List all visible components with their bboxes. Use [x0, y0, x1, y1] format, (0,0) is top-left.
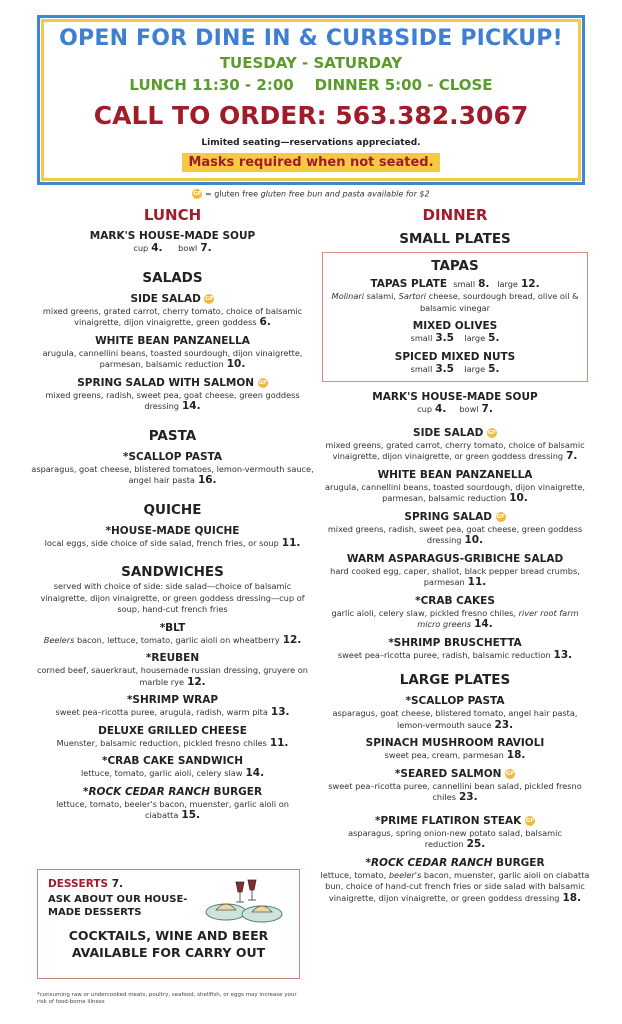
price: 12.	[187, 675, 206, 688]
item-desc: sweet pea–ricotta puree, arugula, radish, warm pita	[55, 707, 268, 717]
item-prices	[30, 243, 315, 255]
sandwiches-heading: SANDWICHES	[121, 564, 224, 580]
price: 11.	[269, 736, 289, 749]
price: 14.	[474, 618, 493, 630]
price: 14.	[245, 767, 265, 779]
menu-item	[320, 552, 590, 589]
item-name: *SCALLOP PASTA	[122, 450, 223, 463]
price: 7.	[481, 403, 493, 415]
item-desc: sweet pea–ricotta puree, cannellini bean salad, pickled fresno chiles	[328, 780, 582, 802]
price: 16.	[197, 474, 217, 486]
price: 23.	[458, 791, 478, 803]
item-desc: lettuce, tomato, beeler's bacon, muenster, garlic aioli on ciabatta	[56, 798, 289, 820]
price: 10.	[464, 534, 484, 546]
masks-note: Masks required when not seated.	[182, 153, 439, 172]
item-name: *CRAB CAKE SANDWICH	[101, 755, 244, 767]
banner-title: OPEN FOR DINE IN & CURBSIDE PICKUP!	[59, 26, 563, 51]
gluten-free-text: = gluten free	[204, 189, 261, 199]
item-desc: arugula, cannellini beans, toasted sourdough, dijon vinaigrette, parmesan, balsamic reduction	[324, 481, 586, 503]
item-desc: asparagus, spring onion-new potato salad, balsamic reduction	[348, 827, 562, 849]
price: 12.	[520, 278, 540, 290]
price: 5.	[488, 332, 500, 344]
price: 10.	[509, 492, 528, 504]
price: 11.	[467, 576, 487, 588]
item-name: MARK'S HOUSE-MADE SOUP	[89, 230, 256, 242]
item-desc: Muenster, balsamic reduction, pickled fresno chiles	[56, 737, 267, 748]
item-name: SPRING SALAD WITH SALMON	[77, 376, 255, 389]
sandwiches-note: served with choice of side: side salad—choice of balsamic vinaigrette, dijon vinaigrette, or green goddess dressing—cup of soup, hand-cut french fries	[40, 581, 305, 614]
price: 25.	[466, 838, 486, 850]
item-name: MIXED OLIVES	[412, 320, 498, 332]
menu-item	[320, 814, 590, 851]
item-desc-italic: river root farm micro greens	[417, 607, 579, 629]
menu-item	[30, 651, 315, 688]
item-star: *	[365, 856, 371, 869]
size-label: small	[453, 279, 476, 289]
item-desc: bacon, muenster, garlic aioli on ciabatta bun, choice of hand-cut french fries or side salad with balsamic vinaigrette, dijon vinaigrette, or green goddess dressing	[325, 869, 590, 903]
banner-days: TUESDAY - SATURDAY	[219, 54, 403, 72]
item-name: *HOUSE-MADE QUICHE	[105, 524, 240, 537]
menu-item	[30, 334, 315, 371]
size-label: large	[497, 279, 518, 289]
price: 18.	[562, 891, 582, 904]
menu-item	[30, 621, 315, 647]
gluten-free-icon: GF	[258, 379, 267, 386]
size-label: bowl	[178, 243, 198, 253]
size-label: small	[410, 333, 433, 343]
item-name: *PRIME FLATIRON STEAK	[375, 814, 522, 827]
hours-banner	[37, 15, 585, 185]
tapas-box	[322, 252, 588, 382]
price: 5.	[488, 362, 500, 375]
banner-hours: LUNCH 11:30 - 2:00 DINNER 5:00 - CLOSE	[129, 76, 493, 94]
price: 7.	[566, 450, 578, 462]
call-to-order: CALL TO ORDER: 563.382.3067	[93, 101, 529, 130]
large-plates-heading: LARGE PLATES	[399, 672, 511, 688]
item-desc: lettuce, tomato,	[320, 869, 389, 880]
item-star: *	[82, 785, 89, 798]
item-name-italic: ROCK CEDAR RANCH	[88, 785, 210, 798]
size-label: small	[410, 363, 433, 374]
price: 18.	[506, 749, 526, 761]
item-desc: asparagus, goat cheese, blistered tomatoes, lemon-vermouth sauce, angel hair pasta	[31, 463, 314, 485]
price: 4.	[151, 242, 163, 254]
size-label: cup	[133, 243, 149, 253]
desserts-box	[37, 869, 300, 979]
price: 15.	[181, 809, 201, 821]
item-name: *SCALLOP PASTA	[405, 695, 505, 707]
item-desc-italic: Beelers	[43, 634, 75, 645]
menu-item	[30, 754, 315, 780]
menu-item	[320, 736, 590, 762]
desserts-price: 7.	[111, 878, 124, 890]
size-label: large	[464, 363, 486, 374]
gluten-free-icon: GF	[496, 513, 505, 520]
item-desc: lettuce, tomato, garlic aioli, celery slaw	[80, 768, 243, 778]
item-name: SPICED MIXED NUTS	[394, 350, 516, 363]
item-desc-italic: beeler's	[388, 869, 422, 880]
gluten-free-note	[0, 189, 622, 199]
item-desc: bacon, lettuce, tomato, garlic aioli on wheatberry	[74, 634, 280, 645]
menu-item	[329, 350, 581, 376]
item-name: *CRAB CAKES	[415, 594, 495, 607]
menu-item	[30, 724, 315, 750]
gluten-free-icon: GF	[487, 429, 497, 436]
price: 3.5	[435, 332, 454, 344]
item-name: SIDE SALAD	[130, 292, 201, 305]
menu-item	[30, 292, 315, 329]
price: 23.	[494, 718, 514, 731]
small-plates-heading: SMALL PLATES	[399, 231, 511, 247]
item-name: *SHRIMP WRAP	[126, 694, 219, 706]
seating-note: Limited seating—reservations appreciated.	[201, 138, 421, 148]
item-desc: asparagus, goat cheese, blistered tomato, angel hair pasta, lemon-vermouth sauce	[332, 708, 578, 730]
item-desc: garlic aioli, celery slaw, pickled fresno chiles,	[331, 607, 519, 618]
desserts-label: DESSERTS	[48, 878, 109, 890]
size-label: bowl	[459, 404, 479, 414]
price: 13.	[553, 648, 573, 661]
menu-item	[320, 856, 590, 905]
item-name: SIDE SALAD	[413, 426, 484, 439]
item-name: *BLT	[159, 621, 186, 634]
item-name: *SHRIMP BRUSCHETTA	[388, 636, 522, 649]
menu-item	[320, 594, 590, 631]
salads-heading: SALADS	[142, 269, 203, 286]
item-name: SPINACH MUSHROOM RAVIOLI	[365, 737, 545, 749]
item-name: WARM ASPARAGUS-GRIBICHE SALAD	[346, 552, 564, 565]
price: 11.	[281, 536, 301, 549]
item-desc: sweet pea–ricotta puree, radish, balsamic reduction	[337, 649, 551, 660]
item-name: *SEARED SALMON	[394, 767, 502, 780]
item-desc: corned beef, sauerkraut, housemade russian dressing, gruyere on marble rye	[37, 665, 308, 687]
item-desc: cheese, sourdough bread, olive oil & balsamic vinegar	[419, 291, 579, 313]
menu-item	[320, 468, 590, 505]
gluten-free-icon: GF	[525, 817, 535, 824]
item-desc: sweet pea, cream, parmesan	[384, 750, 504, 760]
item-name: TAPAS PLATE	[370, 278, 448, 290]
footnote: *consuming raw or undercooked meats, poultry, seafood, shellfish, or eggs may increase your risk of food-borne illness	[37, 992, 297, 1005]
item-desc: local eggs, side choice of side salad, french fries, or soup	[44, 537, 279, 548]
price: 12.	[282, 633, 302, 646]
lunch-column	[30, 206, 315, 822]
menu-item	[30, 785, 315, 822]
item-desc: salami,	[364, 291, 399, 301]
item-name: WHITE BEAN PANZANELLA	[377, 468, 533, 481]
menu-item	[30, 450, 315, 487]
menu-item	[320, 694, 590, 731]
tapas-heading: TAPAS	[431, 258, 479, 274]
menu-item	[320, 426, 590, 463]
menu-item	[30, 524, 315, 550]
price: 14.	[182, 400, 201, 412]
price: 13.	[270, 706, 290, 718]
menu-item	[329, 277, 581, 314]
item-name-italic: ROCK CEDAR RANCH	[370, 856, 493, 869]
quiche-heading: QUICHE	[143, 501, 202, 518]
carry-out-note: COCKTAILS, WINE AND BEER AVAILABLE FOR CARRY OUT	[68, 928, 269, 960]
item-desc: arugula, cannellini beans, toasted sourdough, dijon vinaigrette, parmesan, balsamic reduction	[42, 347, 303, 369]
item-name: *REUBEN	[145, 652, 200, 664]
gluten-free-bun-note: gluten free bun and pasta available for $2	[260, 189, 430, 199]
price: 6.	[259, 316, 271, 328]
item-desc: mixed greens, grated carrot, cherry tomato, choice of balsamic vinaigrette, dijon vinaigrette, green goddess	[42, 305, 303, 327]
menu-item	[320, 767, 590, 804]
menu-item	[320, 390, 590, 416]
item-desc-italic: Molinari	[331, 291, 364, 301]
menu-item	[329, 319, 581, 345]
item-name: MARK'S HOUSE-MADE SOUP	[372, 391, 538, 403]
dinner-column	[320, 206, 590, 904]
item-name: WHITE BEAN PANZANELLA	[95, 334, 250, 347]
menu-item	[320, 636, 590, 662]
gluten-free-icon: GF	[205, 295, 214, 302]
item-desc: mixed greens, grated carrot, cherry tomato, choice of balsamic vinaigrette, dijon vinaigrette, or green goddess dressing	[325, 439, 585, 461]
pasta-heading: PASTA	[148, 427, 197, 444]
price: 7.	[200, 242, 212, 254]
menu-item	[30, 376, 315, 413]
gluten-free-icon: GF	[505, 770, 515, 777]
price: 4.	[435, 403, 447, 415]
gluten-free-icon: GF	[193, 191, 202, 197]
item-name: SPRING SALAD	[404, 510, 492, 523]
menu-item	[30, 229, 315, 255]
price: 3.5	[435, 362, 454, 375]
menu-item	[320, 510, 590, 547]
price: 8.	[478, 278, 490, 290]
item-desc: mixed greens, radish, sweet pea, goat cheese, green goddess dressing	[327, 523, 583, 545]
item-desc: mixed greens, radish, sweet pea, goat cheese, green goddess dressing	[45, 389, 300, 411]
item-desc-italic: Sartori	[398, 291, 427, 301]
item-name: BURGER	[492, 856, 545, 869]
lunch-heading: LUNCH	[143, 206, 202, 224]
desserts-ask: ASK ABOUT OUR HOUSE-MADE DESSERTS	[48, 894, 188, 918]
size-label: cup	[417, 404, 433, 414]
size-label: large	[464, 333, 486, 343]
item-desc: hard cooked egg, caper, shallot, black pepper bread crumbs, parmesan	[330, 565, 580, 587]
price: 10.	[226, 358, 246, 370]
dinner-heading: DINNER	[422, 206, 488, 224]
menu-item	[30, 693, 315, 719]
item-name: BURGER	[209, 785, 263, 798]
dessert-illustration-icon	[202, 876, 287, 924]
item-name: DELUXE GRILLED CHEESE	[98, 724, 247, 737]
